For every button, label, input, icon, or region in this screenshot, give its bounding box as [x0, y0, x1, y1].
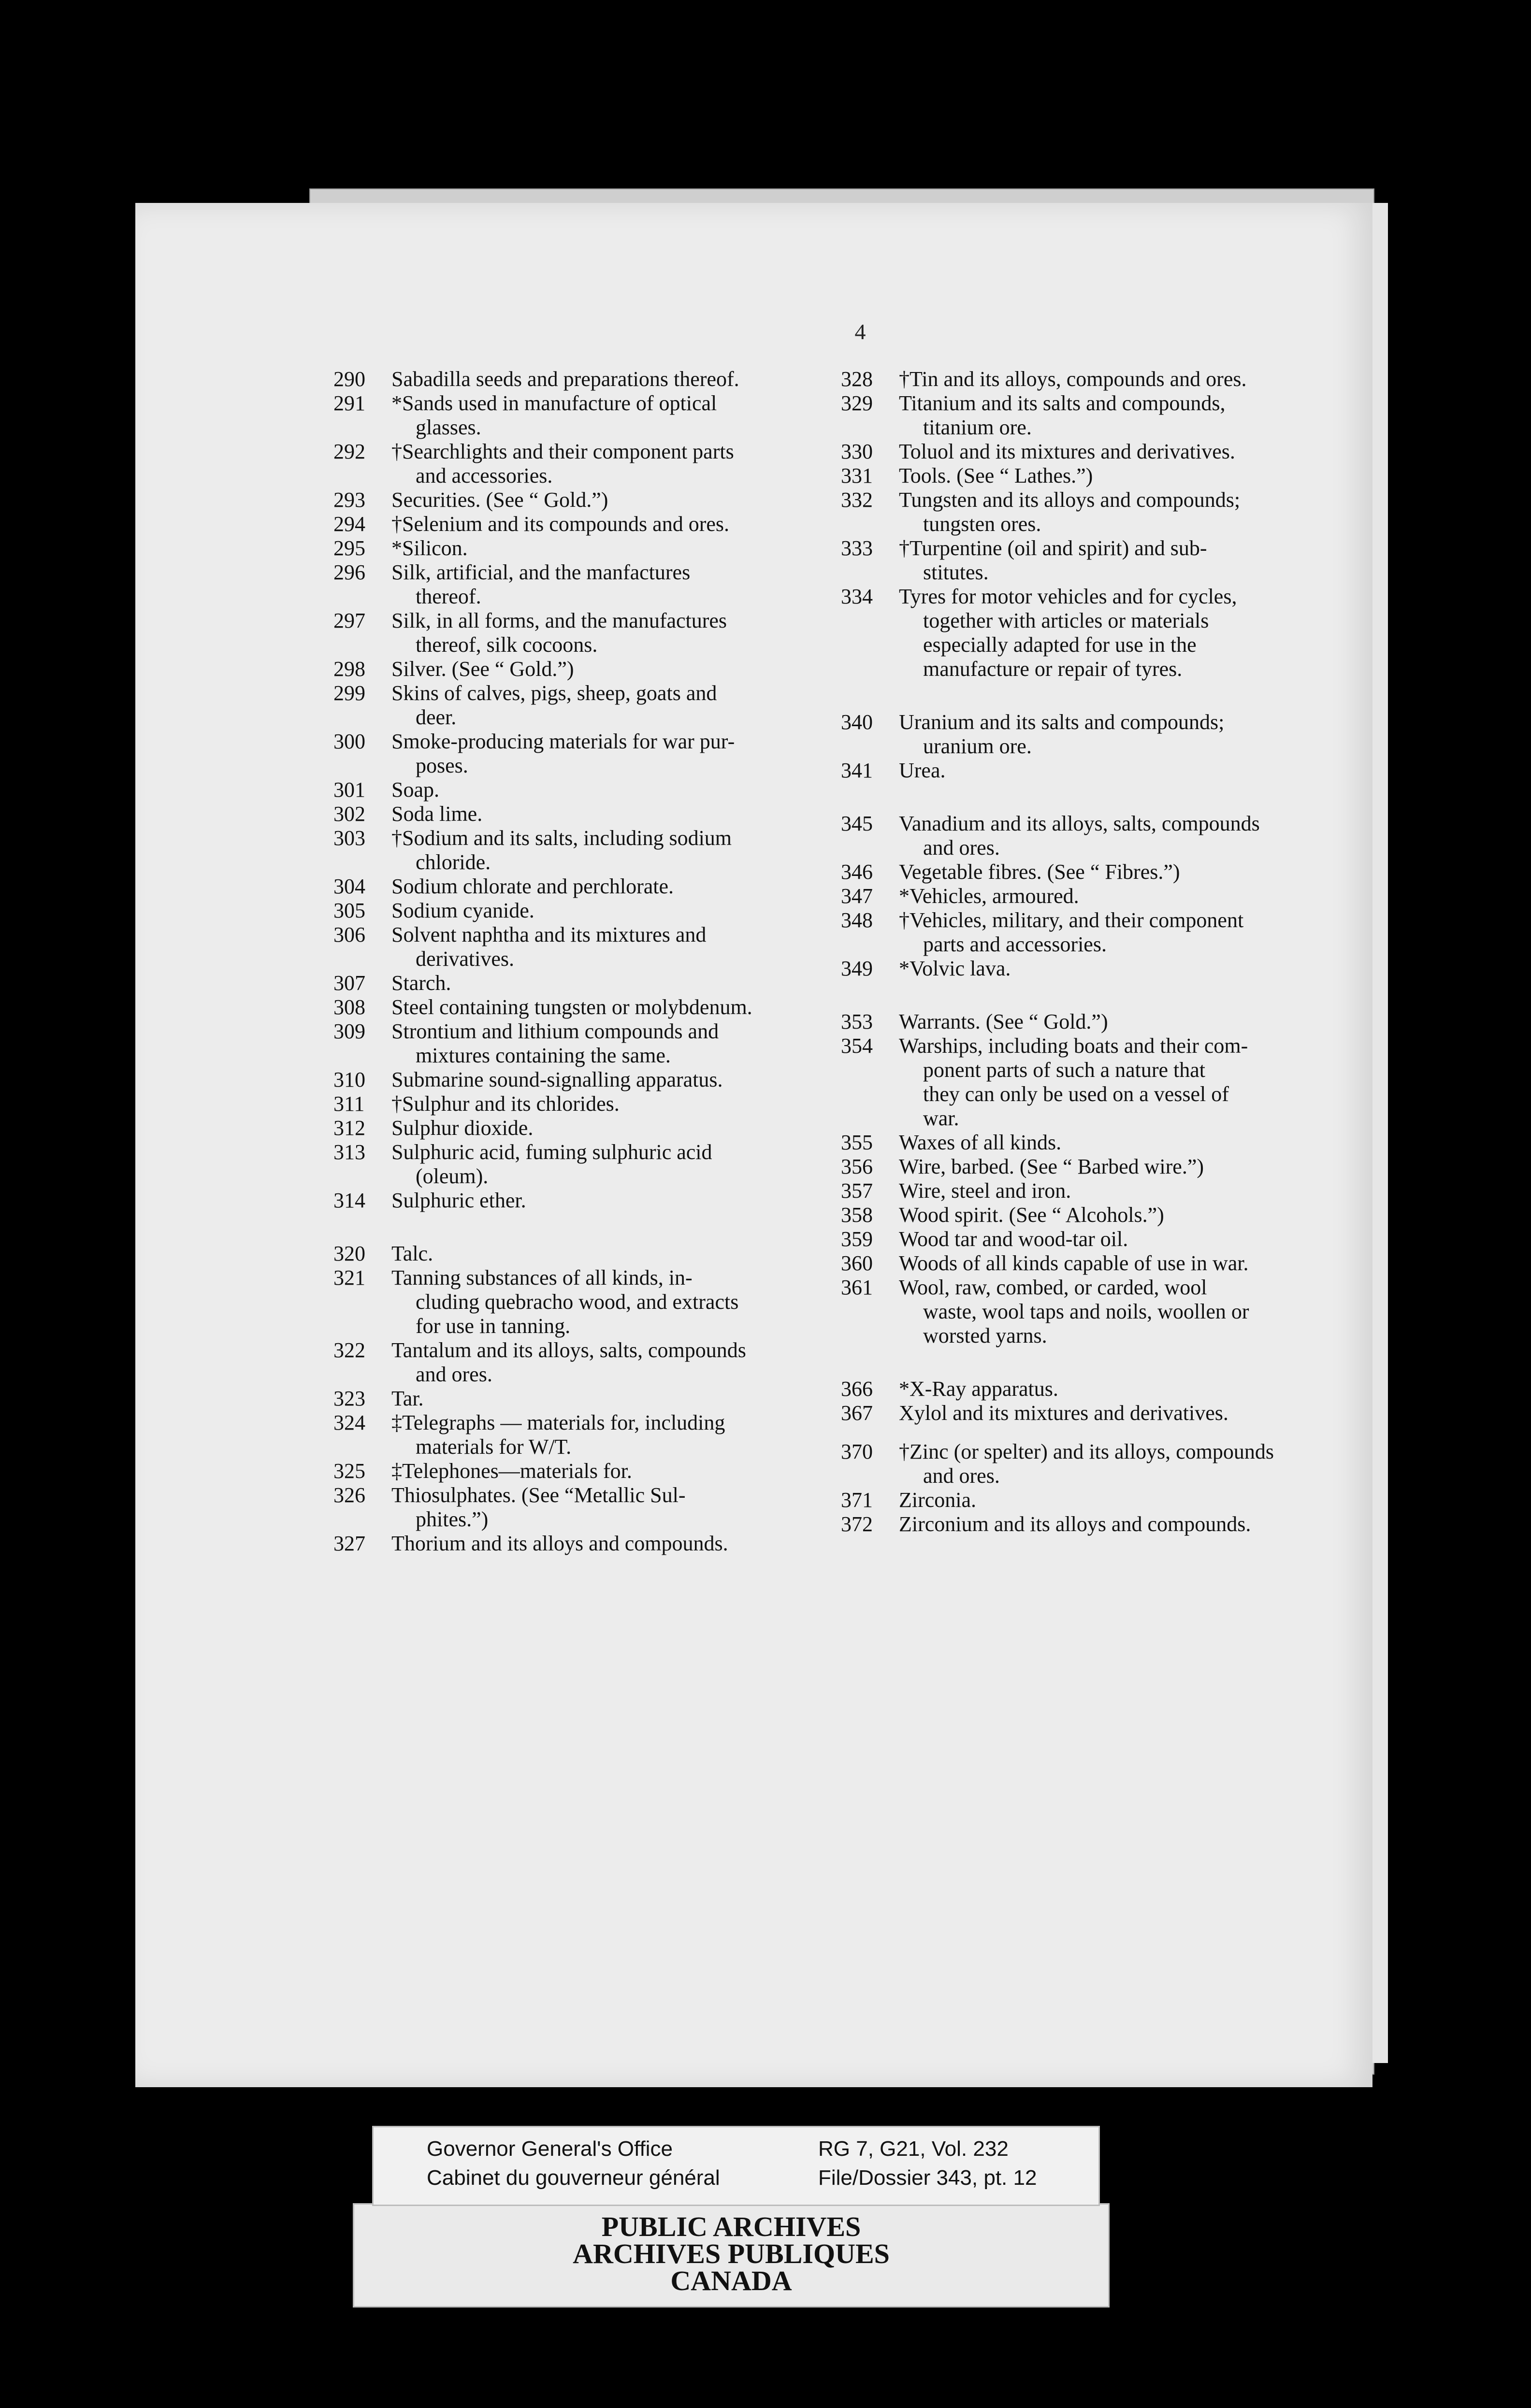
item-text-line: Vegetable fibres. (See “ Fibres.”): [899, 860, 1180, 884]
item-continuation-line: manufacture or repair of tyres.: [923, 657, 1183, 681]
list-item: [333, 899, 841, 923]
item-text-line: Wood tar and wood-tar oil.: [899, 1227, 1128, 1251]
item-continuation-line: poses.: [416, 754, 468, 777]
item-text-line: *Volvic lava.: [899, 957, 1011, 980]
list-item: [841, 759, 1353, 783]
list-item: [333, 1116, 841, 1140]
item-number: 309: [333, 1019, 365, 1043]
list-item: [333, 802, 841, 826]
list-item: [841, 1377, 1353, 1401]
section-gap: [841, 681, 1353, 710]
item-text-line: Urea.: [899, 759, 946, 782]
item-number: 296: [333, 560, 365, 584]
item-number: 361: [841, 1276, 873, 1299]
item-continuation-line: glasses.: [416, 416, 481, 439]
item-text-line: Talc.: [391, 1242, 433, 1265]
item-number: 349: [841, 957, 873, 980]
file-reference: File/Dossier 343, pt. 12: [818, 2166, 1037, 2190]
item-text-line: Sodium cyanide.: [391, 899, 534, 922]
list-item: [841, 1179, 1353, 1203]
list-item: [333, 536, 841, 560]
item-text-line: Strontium and lithium compounds and: [391, 1019, 719, 1043]
list-item: [333, 1483, 841, 1532]
item-number: 345: [841, 812, 873, 835]
item-text-line: Xylol and its mixtures and derivatives.: [899, 1401, 1228, 1425]
item-text: [899, 1155, 1353, 1179]
item-continuation-line: and ores.: [416, 1362, 492, 1386]
item-text-line: †Zinc (or spelter) and its alloys, compounds: [899, 1440, 1274, 1463]
item-text-line: Warrants. (See “ Gold.”): [899, 1010, 1108, 1033]
item-text-line: Sulphur dioxide.: [391, 1116, 534, 1140]
item-text-line: Securities. (See “ Gold.”): [391, 488, 608, 512]
list-item: [333, 1411, 841, 1459]
item-text: [899, 1401, 1353, 1425]
list-item: [333, 874, 841, 899]
item-text: [391, 391, 841, 440]
item-number: 297: [333, 609, 365, 632]
item-continuation-line: and ores.: [923, 836, 1000, 860]
list-item: [333, 1140, 841, 1189]
item-text: [899, 1203, 1353, 1227]
item-text: [899, 585, 1353, 681]
list-item: [841, 1276, 1353, 1348]
item-text: [899, 1010, 1353, 1034]
item-text-line: Zirconium and its alloys and compounds.: [899, 1512, 1251, 1536]
item-number: 302: [333, 802, 365, 826]
list-item: [841, 1131, 1353, 1155]
item-text: [391, 560, 841, 609]
item-text: [899, 1034, 1353, 1131]
item-text-line: Soap.: [391, 778, 439, 802]
item-continuation-line: waste, wool taps and noils, woollen or: [923, 1300, 1249, 1323]
item-number: 355: [841, 1131, 873, 1154]
item-text: [391, 1092, 841, 1116]
item-number: 314: [333, 1189, 365, 1212]
item-number: 359: [841, 1227, 873, 1251]
item-number: 334: [841, 585, 873, 608]
item-number: 299: [333, 681, 365, 705]
item-text: [391, 1116, 841, 1140]
item-text-line: Tools. (See “ Lathes.”): [899, 464, 1093, 487]
item-text: [391, 778, 841, 802]
list-item: [841, 1488, 1353, 1512]
item-text: [899, 488, 1353, 536]
archives-stamp: [353, 2203, 1110, 2308]
list-item: [333, 681, 841, 730]
item-number: 326: [333, 1483, 365, 1507]
item-text-line: Tyres for motor vehicles and for cycles,: [899, 585, 1237, 608]
list-item: [841, 1203, 1353, 1227]
item-text-line: Silver. (See “ Gold.”): [391, 657, 574, 681]
item-text-line: Silk, in all forms, and the manufactures: [391, 609, 727, 632]
item-text-line: †Sodium and its salts, including sodium: [391, 826, 732, 850]
item-text-line: Wire, barbed. (See “ Barbed wire.”): [899, 1155, 1204, 1178]
item-continuation-line: cluding quebracho wood, and extracts: [416, 1290, 739, 1314]
item-number: 348: [841, 908, 873, 932]
list-item: [841, 1010, 1353, 1034]
item-text-line: ‡Telegraphs — materials for, including: [391, 1411, 725, 1434]
list-item: [841, 391, 1353, 440]
item-number: 360: [841, 1251, 873, 1275]
item-text-line: ‡Telephones—materials for.: [391, 1459, 632, 1483]
item-continuation-line: derivatives.: [416, 947, 515, 971]
item-text: [391, 1242, 841, 1266]
item-number: 298: [333, 657, 365, 681]
item-number: 367: [841, 1401, 873, 1425]
item-text: [899, 464, 1353, 488]
item-number: 341: [841, 759, 873, 782]
item-text-line: *X-Ray apparatus.: [899, 1377, 1058, 1401]
item-number: 372: [841, 1512, 873, 1536]
item-number: 307: [333, 971, 365, 995]
list-item: [841, 1512, 1353, 1536]
item-continuation-line: and accessories.: [416, 464, 553, 487]
item-continuation-line: materials for W/T.: [416, 1435, 572, 1459]
item-text-line: Waxes of all kinds.: [899, 1131, 1062, 1154]
item-text-line: †Selenium and its compounds and ores.: [391, 512, 730, 536]
item-text: [391, 488, 841, 512]
item-number: 357: [841, 1179, 873, 1203]
item-text-line: Sabadilla seeds and preparations thereof.: [391, 367, 739, 391]
list-item: [333, 1459, 841, 1483]
item-continuation-line: for use in tanning.: [416, 1314, 571, 1338]
item-text: [391, 730, 841, 778]
item-text-line: Sulphuric ether.: [391, 1189, 526, 1212]
item-number: 366: [841, 1377, 873, 1401]
item-continuation-line: stitutes.: [923, 560, 989, 584]
item-number: 330: [841, 440, 873, 463]
item-text-line: †Sulphur and its chlorides.: [391, 1092, 620, 1116]
section-gap: [841, 1425, 1353, 1440]
item-text: [899, 1276, 1353, 1348]
item-number: 347: [841, 884, 873, 908]
item-number: 323: [333, 1387, 365, 1410]
item-text: [899, 812, 1353, 860]
item-text: [391, 657, 841, 681]
stamp-line-1: PUBLIC ARCHIVES: [601, 2211, 861, 2242]
list-item: [333, 778, 841, 802]
list-item: [333, 1266, 841, 1338]
list-item: [333, 1242, 841, 1266]
item-number: 308: [333, 995, 365, 1019]
item-text: [391, 1483, 841, 1532]
item-text: [899, 884, 1353, 908]
item-continuation-line: ponent parts of such a nature that: [923, 1058, 1206, 1082]
item-number: 325: [333, 1459, 365, 1483]
item-text: [899, 1227, 1353, 1251]
item-text-line: *Silicon.: [391, 536, 468, 560]
item-text: [899, 1377, 1353, 1401]
item-number: 371: [841, 1488, 873, 1512]
item-continuation-line: chloride.: [416, 850, 491, 874]
item-number: 312: [333, 1116, 365, 1140]
item-text: [391, 367, 841, 391]
item-text: [391, 1019, 841, 1068]
item-number: 354: [841, 1034, 873, 1058]
item-text-line: Wool, raw, combed, or carded, wool: [899, 1276, 1207, 1299]
item-text: [899, 1179, 1353, 1203]
item-text-line: Steel containing tungsten or molybdenum.: [391, 995, 752, 1019]
list-item: [333, 440, 841, 488]
item-number: 313: [333, 1140, 365, 1164]
item-text-line: Smoke-producing materials for war pur-: [391, 730, 735, 753]
item-number: 295: [333, 536, 365, 560]
item-number: 333: [841, 536, 873, 560]
list-item: [333, 512, 841, 536]
item-number: 301: [333, 778, 365, 802]
item-continuation-line: war.: [923, 1106, 959, 1130]
item-text-line: Silk, artificial, and the manfactures: [391, 560, 691, 584]
list-item: [841, 440, 1353, 464]
item-continuation-line: they can only be used on a vessel of: [923, 1082, 1229, 1106]
item-text: [391, 681, 841, 730]
list-item: [841, 536, 1353, 585]
list-item: [333, 560, 841, 609]
item-number: 356: [841, 1155, 873, 1178]
item-text: [391, 874, 841, 899]
item-continuation-line: deer.: [416, 705, 457, 729]
item-number: 329: [841, 391, 873, 415]
list-item: [333, 367, 841, 391]
item-number: 294: [333, 512, 365, 536]
item-text: [391, 609, 841, 657]
section-gap: [333, 1213, 841, 1242]
item-text: [899, 440, 1353, 464]
item-text-line: †Tin and its alloys, compounds and ores.: [899, 367, 1247, 391]
item-text-line: Solvent naphtha and its mixtures and: [391, 923, 707, 946]
item-number: 353: [841, 1010, 873, 1033]
item-continuation-line: parts and accessories.: [923, 932, 1107, 956]
item-text: [899, 1512, 1353, 1536]
item-number: 322: [333, 1338, 365, 1362]
list-item: [841, 884, 1353, 908]
item-text: [899, 759, 1353, 783]
item-text: [391, 802, 841, 826]
item-text-line: Tanning substances of all kinds, in-: [391, 1266, 693, 1290]
list-item: [333, 488, 841, 512]
item-text-line: *Vehicles, armoured.: [899, 884, 1079, 908]
item-text: [391, 1189, 841, 1213]
item-text: [391, 1266, 841, 1338]
item-number: 290: [333, 367, 365, 391]
list-item: [333, 1092, 841, 1116]
item-text-line: Submarine sound-signalling apparatus.: [391, 1068, 723, 1091]
item-text: [391, 971, 841, 995]
item-number: 320: [333, 1242, 365, 1265]
item-number: 340: [841, 710, 873, 734]
list-item: [333, 1189, 841, 1213]
item-text: [391, 1411, 841, 1459]
item-continuation-line: together with articles or materials: [923, 609, 1209, 632]
section-gap: [841, 1348, 1353, 1377]
item-text-line: Skins of calves, pigs, sheep, goats and: [391, 681, 717, 705]
item-text: [391, 1068, 841, 1092]
item-text: [899, 908, 1353, 957]
item-text: [899, 1488, 1353, 1512]
item-number: 305: [333, 899, 365, 922]
item-text-line: Titanium and its salts and compounds,: [899, 391, 1226, 415]
item-text: [899, 1251, 1353, 1276]
item-text-line: Warships, including boats and their com-: [899, 1034, 1248, 1058]
item-text: [899, 860, 1353, 884]
item-text: [899, 367, 1353, 391]
item-text: [899, 391, 1353, 440]
item-text-line: Zirconia.: [899, 1488, 977, 1512]
record-group-reference: RG 7, G21, Vol. 232: [818, 2137, 1009, 2161]
item-text-line: Tantalum and its alloys, salts, compounds: [391, 1338, 746, 1362]
item-number: 332: [841, 488, 873, 512]
list-item: [333, 1387, 841, 1411]
item-continuation-line: thereof, silk cocoons.: [416, 633, 598, 657]
list-item: [841, 1401, 1353, 1425]
list-item: [841, 860, 1353, 884]
item-continuation-line: mixtures containing the same.: [416, 1044, 671, 1067]
right-column: [841, 367, 1353, 1536]
item-text: [391, 440, 841, 488]
list-item: [333, 609, 841, 657]
item-text-line: Vanadium and its alloys, salts, compounds: [899, 812, 1260, 835]
list-item: [841, 908, 1353, 957]
item-number: 370: [841, 1440, 873, 1463]
item-text-line: Thiosulphates. (See “Metallic Sul-: [391, 1483, 686, 1507]
item-text-line: Toluol and its mixtures and derivatives.: [899, 440, 1235, 463]
list-item: [333, 826, 841, 874]
item-continuation-line: and ores.: [923, 1464, 1000, 1488]
item-number: 310: [333, 1068, 365, 1091]
item-text: [391, 1338, 841, 1387]
item-text-line: Wire, steel and iron.: [899, 1179, 1071, 1203]
item-text: [391, 1459, 841, 1483]
list-item: [841, 367, 1353, 391]
left-column: [333, 367, 841, 1556]
item-number: 331: [841, 464, 873, 487]
item-continuation-line: titanium ore.: [923, 416, 1032, 439]
list-item: [333, 995, 841, 1019]
item-text-line: Uranium and its salts and compounds;: [899, 710, 1225, 734]
stamp-line-3: CANADA: [670, 2265, 792, 2296]
stamp-line-2: ARCHIVES PUBLIQUES: [573, 2238, 890, 2269]
item-text-line: Sulphuric acid, fuming sulphuric acid: [391, 1140, 712, 1164]
item-text: [391, 512, 841, 536]
item-number: 303: [333, 826, 365, 850]
archive-reference-label: [372, 2126, 1100, 2206]
list-item: [333, 1532, 841, 1556]
office-english: Governor General's Office: [427, 2137, 673, 2161]
item-text: [899, 1440, 1353, 1488]
item-text-line: Wood spirit. (See “ Alcohols.”): [899, 1203, 1164, 1227]
item-text: [391, 826, 841, 874]
page-number: 4: [854, 319, 866, 344]
item-number: 358: [841, 1203, 873, 1227]
item-continuation-line: tungsten ores.: [923, 512, 1041, 536]
list-item: [333, 730, 841, 778]
list-item: [333, 1338, 841, 1387]
item-text: [391, 995, 841, 1019]
item-text: [899, 536, 1353, 585]
item-text-line: Tungsten and its alloys and compounds;: [899, 488, 1241, 512]
list-item: [841, 1251, 1353, 1276]
item-continuation-line: thereof.: [416, 585, 481, 608]
item-continuation-line: phites.”): [416, 1507, 489, 1531]
list-item: [333, 657, 841, 681]
item-number: 346: [841, 860, 873, 884]
list-item: [333, 391, 841, 440]
item-text: [899, 1131, 1353, 1155]
list-item: [841, 957, 1353, 981]
item-text: [391, 1140, 841, 1189]
item-text-line: Thorium and its alloys and compounds.: [391, 1532, 728, 1555]
list-item: [841, 585, 1353, 681]
item-text-line: Woods of all kinds capable of use in war.: [899, 1251, 1249, 1275]
item-number: 300: [333, 730, 365, 753]
item-continuation-line: uranium ore.: [923, 734, 1032, 758]
item-text-line: Starch.: [391, 971, 451, 995]
item-number: 304: [333, 874, 365, 898]
list-item: [841, 1227, 1353, 1251]
section-gap: [841, 981, 1353, 1010]
item-text-line: †Turpentine (oil and spirit) and sub-: [899, 536, 1207, 560]
item-text-line: Tar.: [391, 1387, 424, 1410]
list-item: [841, 464, 1353, 488]
list-item: [841, 1034, 1353, 1131]
list-item: [333, 1019, 841, 1068]
item-text: [391, 923, 841, 971]
item-text: [899, 710, 1353, 759]
office-french: Cabinet du gouverneur général: [427, 2166, 720, 2190]
list-item: [841, 1440, 1353, 1488]
list-item: [841, 710, 1353, 759]
item-text-line: Soda lime.: [391, 802, 483, 826]
item-number: 292: [333, 440, 365, 463]
item-text: [391, 1387, 841, 1411]
item-number: 321: [333, 1266, 365, 1290]
item-text: [899, 957, 1353, 981]
item-text-line: Sodium chlorate and perchlorate.: [391, 874, 674, 898]
item-text-line: *Sands used in manufacture of optical: [391, 391, 717, 415]
item-number: 293: [333, 488, 365, 512]
item-number: 327: [333, 1532, 365, 1555]
item-number: 311: [333, 1092, 365, 1116]
item-text-line: †Vehicles, military, and their component: [899, 908, 1244, 932]
list-item: [333, 971, 841, 995]
item-text-line: †Searchlights and their component parts: [391, 440, 734, 463]
item-continuation-line: especially adapted for use in the: [923, 633, 1197, 657]
list-item: [841, 812, 1353, 860]
item-number: 328: [841, 367, 873, 391]
item-continuation-line: (oleum).: [416, 1164, 489, 1188]
item-number: 291: [333, 391, 365, 415]
list-item: [841, 488, 1353, 536]
section-gap: [841, 783, 1353, 812]
list-item: [841, 1155, 1353, 1179]
list-item: [333, 1068, 841, 1092]
item-continuation-line: worsted yarns.: [923, 1324, 1047, 1347]
list-item: [333, 923, 841, 971]
item-number: 306: [333, 923, 365, 946]
item-text: [391, 536, 841, 560]
item-text: [391, 1532, 841, 1556]
item-text: [391, 899, 841, 923]
item-number: 324: [333, 1411, 365, 1434]
